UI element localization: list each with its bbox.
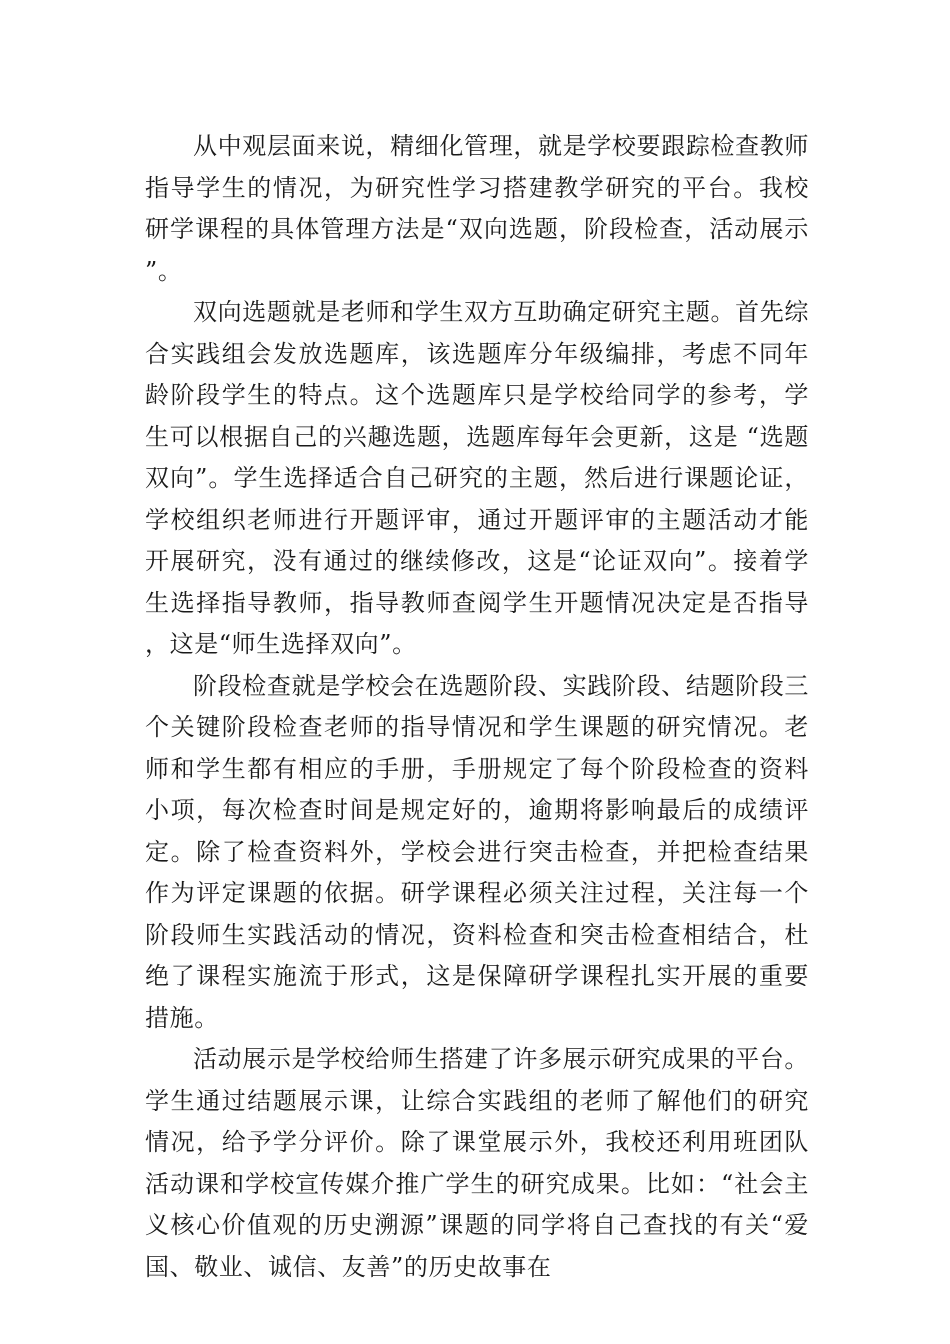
paragraph-meso-management: 从中观层面来说，精细化管理，就是学校要跟踪检查教师指导学生的情况，为研究性学习搭建教学研究的平台。我校研学课程的具体管理方法是“双向选题，阶段检查，活动展示”。 [145, 132, 809, 285]
paragraph-activity-display: 活动展示是学校给师生搭建了许多展示研究成果的平台。学生通过结题展示课，让综合实践组的老师了解他们的研究情况，给予学分评价。除了课堂展示外，我校还利用班团队活动课和学校宣传媒介推广学生的研究成果。比如：“社会主义核心价值观的历史溯源”课题的同学将自己查找的有关“爱国、敬业、诚信、友善”的历史故事在 [145, 1045, 809, 1281]
paragraph-stage-inspection: 阶段检查就是学校会在选题阶段、实践阶段、结题阶段三个关键阶段检查老师的指导情况和学生课题的研究情况。老师和学生都有相应的手册，手册规定了每个阶段检查的资料小项，每次检查时间是规定好的，逾期将影响最后的成绩评定。除了检查资料外，学校会进行突击检查，并把检查结果作为评定课题的依据。研学课程必须关注过程，关注每一个阶段师生实践活动的情况，资料检查和突击检查相结合，杜绝了课程实施流于形式，这是保障研学课程扎实开展的重要措施。 [145, 671, 809, 1032]
paragraph-two-way-topic-selection: 双向选题就是老师和学生双方互助确定研究主题。首先综合实践组会发放选题库，该选题库分年级编排，考虑不同年龄阶段学生的特点。这个选题库只是学校给同学的参考，学生可以根据自己的兴趣选题，选题库每年会更新，这是 “选题双向”。学生选择适合自己研究的主题，然后进行课题论证，学校组织老师进行开题评审，通过开题评审的主题活动才能开展研究，没有通过的继续修改，这是“论证双向”。接着学生选择指导教师，指导教师查阅学生开题情况决定是否指导，这是“师生选择双向”。 [145, 298, 809, 658]
document-body [145, 126, 809, 1288]
